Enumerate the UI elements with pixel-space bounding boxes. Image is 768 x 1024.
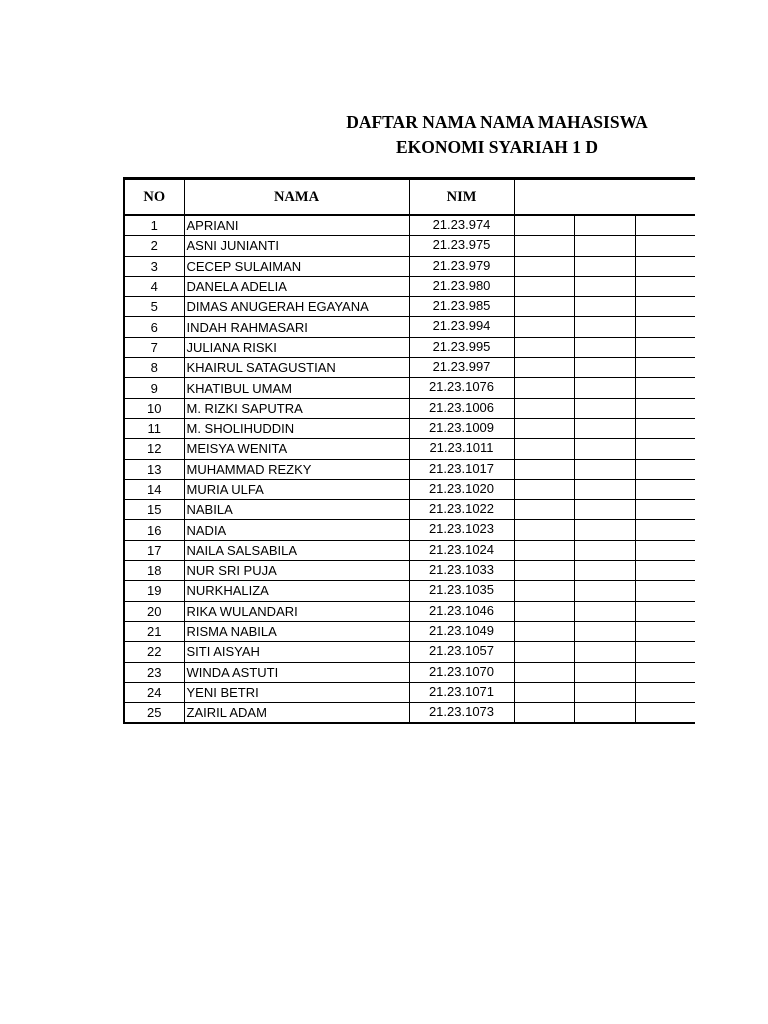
student-nim-cell: 21.23.1035 — [409, 581, 514, 601]
document-title: DAFTAR NAMA NAMA MAHASISWA — [346, 112, 648, 132]
blank-cell — [514, 479, 574, 499]
student-name-cell: MURIA ULFA — [184, 479, 409, 499]
row-number-cell: 23 — [124, 662, 184, 682]
table-row — [124, 520, 695, 540]
blank-cell — [514, 642, 574, 662]
column-header-nama: NAMA — [184, 179, 409, 216]
blank-cell — [635, 642, 695, 662]
blank-cell — [574, 215, 635, 236]
blank-cell — [514, 276, 574, 296]
student-name-cell: ASNI JUNIANTI — [184, 236, 409, 256]
student-name-cell: KHATIBUL UMAM — [184, 378, 409, 398]
blank-cell — [574, 561, 635, 581]
table-row — [124, 398, 695, 418]
blank-cell — [574, 703, 635, 724]
table-row — [124, 215, 695, 236]
row-number-cell: 18 — [124, 561, 184, 581]
table-row — [124, 621, 695, 641]
blank-cell — [574, 642, 635, 662]
table-body — [124, 215, 695, 723]
table-row — [124, 500, 695, 520]
row-number-cell: 4 — [124, 276, 184, 296]
student-nim-cell: 21.23.975 — [409, 236, 514, 256]
blank-cell — [574, 520, 635, 540]
blank-cell — [574, 358, 635, 378]
row-number-cell: 20 — [124, 601, 184, 621]
table-row — [124, 358, 695, 378]
row-number-cell: 1 — [124, 215, 184, 236]
blank-cell — [635, 500, 695, 520]
table-row — [124, 337, 695, 357]
table-row — [124, 276, 695, 296]
blank-cell — [574, 337, 635, 357]
student-name-cell: NUR SRI PUJA — [184, 561, 409, 581]
blank-cell — [574, 662, 635, 682]
table-row — [124, 540, 695, 560]
table-row — [124, 682, 695, 702]
blank-cell — [574, 439, 635, 459]
blank-cell — [635, 662, 695, 682]
blank-cell — [574, 256, 635, 276]
table-row — [124, 256, 695, 276]
row-number-cell: 21 — [124, 621, 184, 641]
blank-cell — [514, 540, 574, 560]
student-name-cell: M. SHOLIHUDDIN — [184, 418, 409, 438]
blank-cell — [574, 317, 635, 337]
row-number-cell: 5 — [124, 297, 184, 317]
blank-cell — [514, 500, 574, 520]
row-number-cell: 11 — [124, 418, 184, 438]
student-nim-cell: 21.23.1009 — [409, 418, 514, 438]
row-number-cell: 15 — [124, 500, 184, 520]
table-row — [124, 479, 695, 499]
student-nim-cell: 21.23.1076 — [409, 378, 514, 398]
student-nim-cell: 21.23.974 — [409, 215, 514, 236]
blank-cell — [514, 358, 574, 378]
blank-cell — [635, 358, 695, 378]
student-nim-cell: 21.23.1020 — [409, 479, 514, 499]
row-number-cell: 6 — [124, 317, 184, 337]
blank-cell — [514, 621, 574, 641]
student-name-cell: RIKA WULANDARI — [184, 601, 409, 621]
column-header-no: NO — [124, 179, 184, 216]
student-nim-cell: 21.23.995 — [409, 337, 514, 357]
blank-cell — [514, 459, 574, 479]
student-nim-cell: 21.23.1071 — [409, 682, 514, 702]
blank-cell — [514, 418, 574, 438]
blank-cell — [635, 561, 695, 581]
blank-cell — [574, 297, 635, 317]
student-nim-cell: 21.23.997 — [409, 358, 514, 378]
student-name-cell: MEISYA WENITA — [184, 439, 409, 459]
row-number-cell: 25 — [124, 703, 184, 724]
blank-cell — [574, 540, 635, 560]
table-row — [124, 642, 695, 662]
row-number-cell: 3 — [124, 256, 184, 276]
student-name-cell: CECEP SULAIMAN — [184, 256, 409, 276]
blank-cell — [635, 317, 695, 337]
blank-cell — [514, 662, 574, 682]
table-row — [124, 601, 695, 621]
blank-cell — [574, 581, 635, 601]
student-nim-cell: 21.23.1049 — [409, 621, 514, 641]
table-row — [124, 703, 695, 724]
blank-cell — [574, 479, 635, 499]
student-roster-table — [123, 177, 695, 724]
header-row — [124, 179, 695, 216]
table-row — [124, 561, 695, 581]
blank-cell — [635, 418, 695, 438]
table-row — [124, 297, 695, 317]
column-header-nim: NIM — [409, 179, 514, 216]
student-nim-cell: 21.23.985 — [409, 297, 514, 317]
table-row — [124, 378, 695, 398]
blank-cell — [514, 317, 574, 337]
blank-cell — [514, 520, 574, 540]
student-nim-cell: 21.23.979 — [409, 256, 514, 276]
student-nim-cell: 21.23.1073 — [409, 703, 514, 724]
blank-cell — [635, 703, 695, 724]
student-nim-cell: 21.23.1046 — [409, 601, 514, 621]
row-number-cell: 14 — [124, 479, 184, 499]
blank-cell — [635, 540, 695, 560]
student-nim-cell: 21.23.1006 — [409, 398, 514, 418]
table-row — [124, 662, 695, 682]
row-number-cell: 16 — [124, 520, 184, 540]
table-row — [124, 581, 695, 601]
student-nim-cell: 21.23.980 — [409, 276, 514, 296]
blank-cell — [574, 682, 635, 702]
table-row — [124, 418, 695, 438]
student-nim-cell: 21.23.994 — [409, 317, 514, 337]
student-nim-cell: 21.23.1024 — [409, 540, 514, 560]
row-number-cell: 19 — [124, 581, 184, 601]
student-name-cell: NURKHALIZA — [184, 581, 409, 601]
blank-cell — [514, 297, 574, 317]
row-number-cell: 7 — [124, 337, 184, 357]
row-number-cell: 9 — [124, 378, 184, 398]
blank-cell — [635, 621, 695, 641]
student-name-cell: WINDA ASTUTI — [184, 662, 409, 682]
student-name-cell: NADIA — [184, 520, 409, 540]
row-number-cell: 22 — [124, 642, 184, 662]
student-name-cell: APRIANI — [184, 215, 409, 236]
table-header — [124, 179, 695, 216]
blank-cell — [635, 601, 695, 621]
blank-cell — [514, 581, 574, 601]
blank-cell — [635, 682, 695, 702]
table-row — [124, 317, 695, 337]
blank-cell — [635, 581, 695, 601]
student-name-cell: NABILA — [184, 500, 409, 520]
table-row — [124, 236, 695, 256]
blank-cell — [514, 215, 574, 236]
table-row — [124, 459, 695, 479]
blank-cell — [635, 520, 695, 540]
row-number-cell: 13 — [124, 459, 184, 479]
blank-cell — [574, 398, 635, 418]
student-nim-cell: 21.23.1057 — [409, 642, 514, 662]
blank-cell — [514, 682, 574, 702]
blank-cell — [574, 378, 635, 398]
student-name-cell: DANELA ADELIA — [184, 276, 409, 296]
blank-cell — [514, 337, 574, 357]
student-name-cell: M. RIZKI SAPUTRA — [184, 398, 409, 418]
student-nim-cell: 21.23.1022 — [409, 500, 514, 520]
student-name-cell: NAILA SALSABILA — [184, 540, 409, 560]
blank-cell — [574, 621, 635, 641]
blank-cell — [635, 459, 695, 479]
blank-cell — [635, 337, 695, 357]
blank-cell — [635, 479, 695, 499]
blank-cell — [514, 439, 574, 459]
blank-cell — [635, 276, 695, 296]
table-row — [124, 439, 695, 459]
student-name-cell: JULIANA RISKI — [184, 337, 409, 357]
student-name-cell: YENI BETRI — [184, 682, 409, 702]
student-name-cell: KHAIRUL SATAGUSTIAN — [184, 358, 409, 378]
blank-cell — [635, 439, 695, 459]
blank-cell — [574, 459, 635, 479]
student-nim-cell: 21.23.1033 — [409, 561, 514, 581]
blank-cell — [574, 276, 635, 296]
row-number-cell: 12 — [124, 439, 184, 459]
blank-cell — [635, 256, 695, 276]
blank-cell — [514, 236, 574, 256]
student-name-cell: MUHAMMAD REZKY — [184, 459, 409, 479]
blank-cell — [635, 215, 695, 236]
student-nim-cell: 21.23.1070 — [409, 662, 514, 682]
blank-cell — [574, 500, 635, 520]
student-name-cell: SITI AISYAH — [184, 642, 409, 662]
blank-cell — [635, 378, 695, 398]
blank-cell — [574, 601, 635, 621]
blank-cell — [635, 236, 695, 256]
student-name-cell: DIMAS ANUGERAH EGAYANA — [184, 297, 409, 317]
blank-cell — [574, 236, 635, 256]
blank-cell — [514, 398, 574, 418]
blank-cell — [635, 297, 695, 317]
blank-cell — [514, 561, 574, 581]
row-number-cell: 17 — [124, 540, 184, 560]
student-name-cell: ZAIRIL ADAM — [184, 703, 409, 724]
student-nim-cell: 21.23.1023 — [409, 520, 514, 540]
student-name-cell: INDAH RAHMASARI — [184, 317, 409, 337]
student-name-cell: RISMA NABILA — [184, 621, 409, 641]
student-nim-cell: 21.23.1017 — [409, 459, 514, 479]
blank-cell — [635, 398, 695, 418]
row-number-cell: 24 — [124, 682, 184, 702]
row-number-cell: 8 — [124, 358, 184, 378]
row-number-cell: 10 — [124, 398, 184, 418]
row-number-cell: 2 — [124, 236, 184, 256]
blank-cell — [514, 601, 574, 621]
document-subtitle: EKONOMI SYARIAH 1 D — [395, 137, 599, 157]
blank-cell — [514, 703, 574, 724]
blank-cell — [514, 378, 574, 398]
student-nim-cell: 21.23.1011 — [409, 439, 514, 459]
blank-cell — [574, 418, 635, 438]
column-header-blank — [514, 179, 695, 216]
blank-cell — [514, 256, 574, 276]
